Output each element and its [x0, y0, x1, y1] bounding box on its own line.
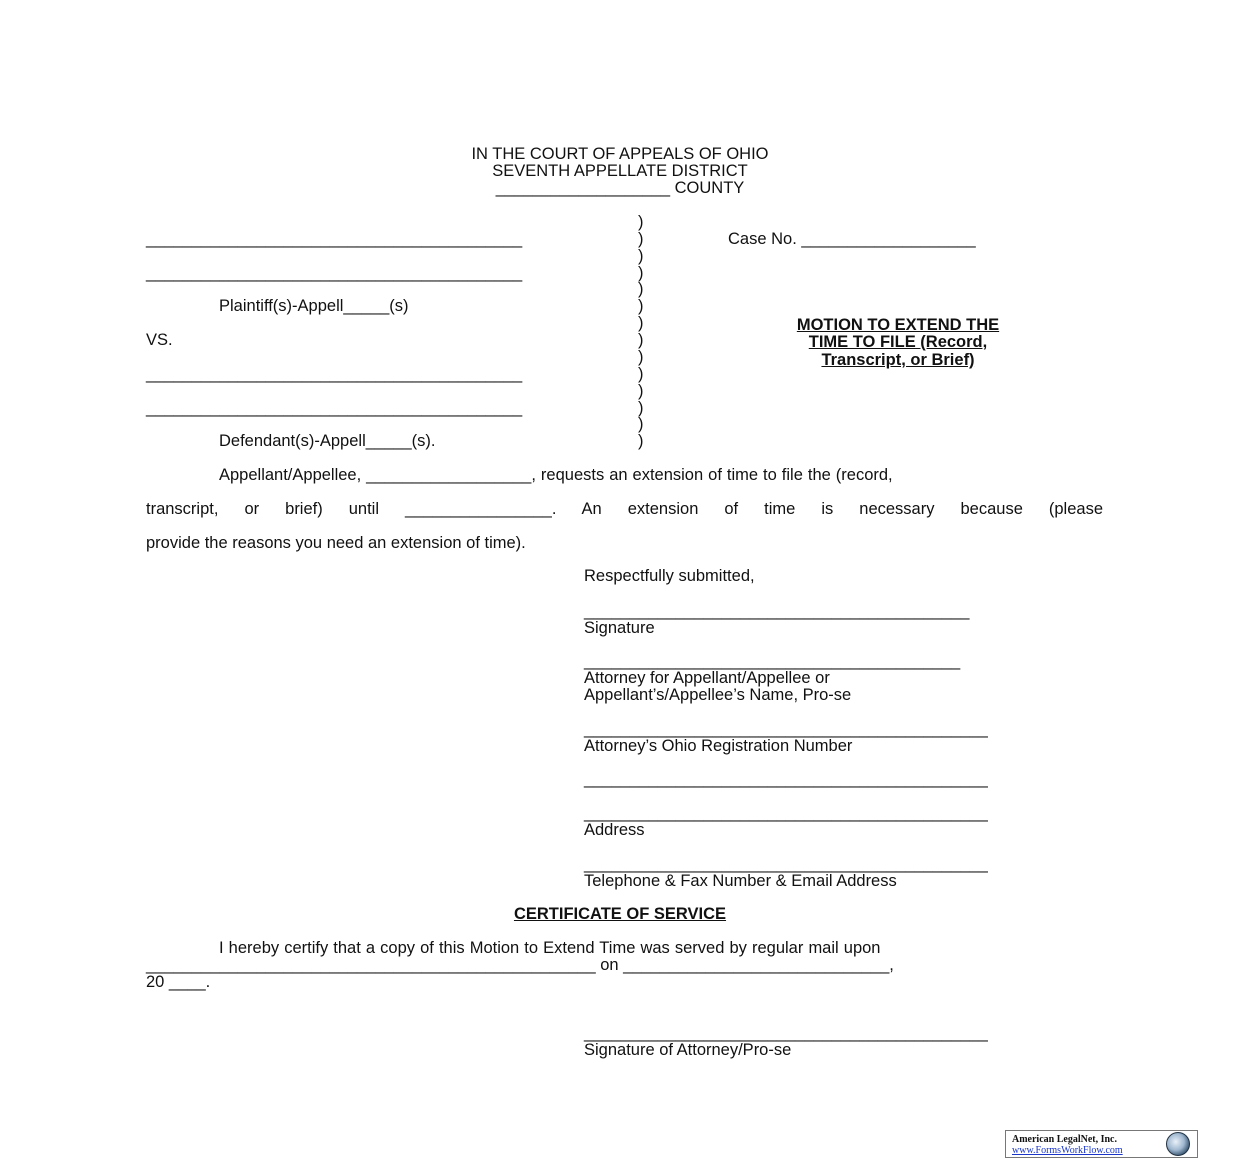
body-text-1: Appellant/Appellee, __________________, requests an extension of time to file the (record,	[219, 466, 893, 484]
attorney-label-1: Attorney for Appellant/Appellee or	[584, 669, 830, 687]
paren-mark: )	[638, 432, 644, 450]
address-label: Address	[584, 821, 645, 839]
paren-mark: )	[638, 415, 644, 433]
paren-mark: )	[638, 280, 644, 298]
address-blank-1: ____________________________________________	[584, 770, 988, 788]
attorney-blank: _________________________________________	[584, 652, 961, 670]
certificate-heading: CERTIFICATE OF SERVICE	[513, 905, 727, 923]
party-blank-4: _________________________________________	[146, 399, 523, 417]
motion-title-line-1: MOTION TO EXTEND THE	[796, 316, 1000, 334]
paren-mark: )	[638, 297, 644, 315]
motion-title-line-2: TIME TO FILE (Record,	[808, 333, 988, 351]
american-legalnet-logo	[1005, 1130, 1198, 1158]
plaintiff-label: Plaintiff(s)-Appell_____(s)	[219, 297, 409, 315]
phone-blank: ____________________________________________	[584, 855, 988, 873]
paren-mark: )	[638, 247, 644, 265]
county-line: ___________________ COUNTY	[495, 179, 745, 197]
certificate-line-1	[146, 940, 1103, 957]
registration-blank: ____________________________________________	[584, 720, 988, 738]
certificate-signature-blank: ____________________________________________	[584, 1024, 988, 1042]
signature-blank: __________________________________________	[584, 602, 970, 620]
district-name: SEVENTH APPELLATE DISTRICT	[492, 162, 748, 180]
registration-label: Attorney’s Ohio Registration Number	[584, 737, 853, 755]
certificate-line-2: _________________________________________________ on _____________________________,	[146, 956, 894, 974]
paren-mark: )	[638, 348, 644, 366]
party-blank-2: _________________________________________	[146, 264, 523, 282]
body-line-3: provide the reasons you need an extension of time).	[146, 534, 526, 552]
paren-mark: )	[638, 264, 644, 282]
certificate-text-1: I hereby certify that a copy of this Motion to Extend Time was served by regular mail upon	[219, 939, 881, 957]
paren-mark: )	[638, 399, 644, 417]
phone-label: Telephone & Fax Number & Email Address	[584, 872, 897, 890]
paren-mark: )	[638, 230, 644, 248]
case-number: Case No. ___________________	[728, 230, 976, 248]
attorney-label-2: Appellant’s/Appellee’s Name, Pro-se	[584, 686, 852, 704]
motion-title-line-3: Transcript, or Brief)	[821, 351, 975, 369]
paren-mark: )	[638, 331, 644, 349]
certificate-signature-label: Signature of Attorney/Pro-se	[584, 1041, 792, 1059]
logo-company-name: American LegalNet, Inc.	[1012, 1134, 1117, 1145]
globe-icon	[1166, 1132, 1190, 1156]
defendant-label: Defendant(s)-Appell_____(s).	[219, 432, 436, 450]
certificate-line-3: 20 ____.	[146, 973, 211, 991]
court-name: IN THE COURT OF APPEALS OF OHIO	[471, 145, 769, 163]
respectfully-submitted: Respectfully submitted,	[584, 567, 755, 585]
party-blank-3: _________________________________________	[146, 365, 523, 383]
paren-mark: )	[638, 314, 644, 332]
body-line-2: transcript, or brief) until ________________. An extension of time is necessary because (please	[146, 500, 1103, 518]
signature-label: Signature	[584, 619, 655, 637]
paren-mark: )	[638, 382, 644, 400]
address-blank-2: ____________________________________________	[584, 804, 988, 822]
body-line-1	[146, 467, 1103, 484]
vs-label: VS.	[146, 331, 173, 349]
party-blank-1: _________________________________________	[146, 230, 523, 248]
logo-website-link[interactable]: www.FormsWorkFlow.com	[1012, 1145, 1123, 1156]
paren-mark: )	[638, 213, 644, 231]
paren-mark: )	[638, 365, 644, 383]
